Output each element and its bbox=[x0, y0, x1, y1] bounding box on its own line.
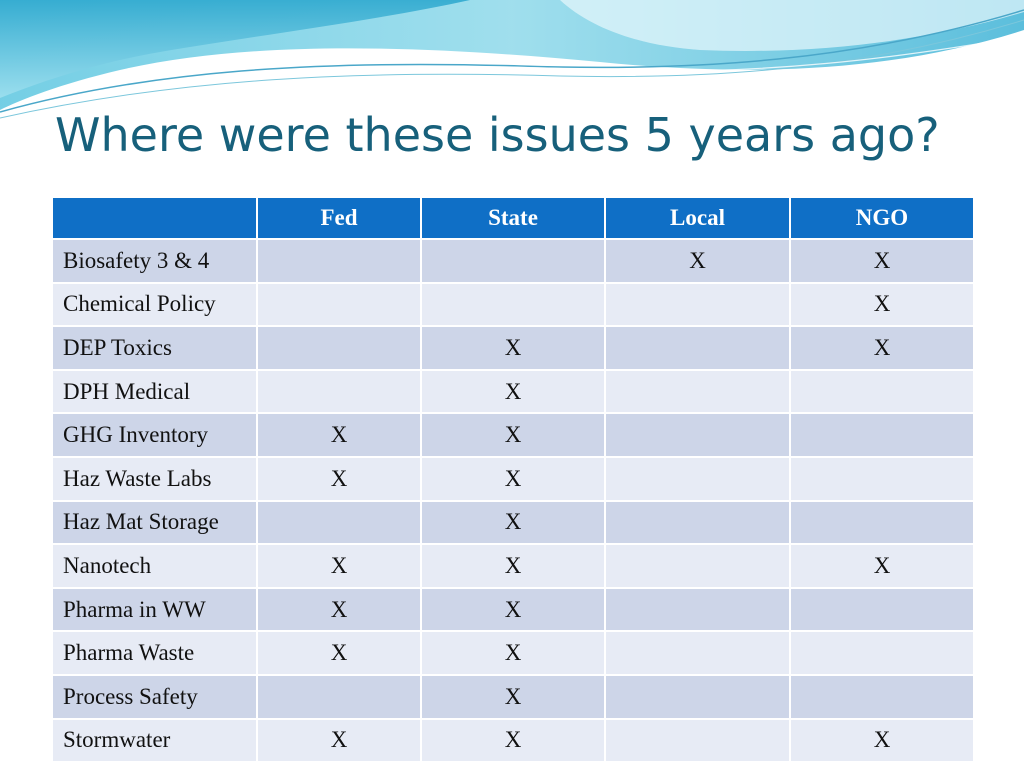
row-label: DEP Toxics bbox=[52, 326, 257, 370]
row-label: DPH Medical bbox=[52, 370, 257, 414]
cell-fed: X bbox=[257, 413, 421, 457]
table-row bbox=[52, 283, 974, 327]
cell-fed: X bbox=[257, 544, 421, 588]
row-label: Haz Mat Storage bbox=[52, 501, 257, 545]
cell-ngo: X bbox=[790, 239, 974, 283]
cell-state: X bbox=[421, 588, 605, 632]
row-label: Chemical Policy bbox=[52, 283, 257, 327]
cell-ngo bbox=[790, 501, 974, 545]
row-label: Stormwater bbox=[52, 719, 257, 763]
table-row bbox=[52, 501, 974, 545]
row-label: GHG Inventory bbox=[52, 413, 257, 457]
table-row bbox=[52, 370, 974, 414]
cell-fed bbox=[257, 501, 421, 545]
cell-fed: X bbox=[257, 457, 421, 501]
cell-fed bbox=[257, 326, 421, 370]
cell-local bbox=[605, 283, 790, 327]
table-row bbox=[52, 544, 974, 588]
row-label: Haz Waste Labs bbox=[52, 457, 257, 501]
cell-ngo: X bbox=[790, 283, 974, 327]
cell-fed: X bbox=[257, 588, 421, 632]
header-ngo: NGO bbox=[790, 197, 974, 239]
cell-local bbox=[605, 457, 790, 501]
cell-state: X bbox=[421, 631, 605, 675]
cell-local bbox=[605, 370, 790, 414]
cell-fed bbox=[257, 239, 421, 283]
cell-ngo bbox=[790, 370, 974, 414]
cell-fed bbox=[257, 675, 421, 719]
table-row bbox=[52, 719, 974, 763]
cell-fed bbox=[257, 370, 421, 414]
header-fed: Fed bbox=[257, 197, 421, 239]
table-row bbox=[52, 631, 974, 675]
table-header-row bbox=[52, 197, 974, 239]
cell-state: X bbox=[421, 370, 605, 414]
row-label: Process Safety bbox=[52, 675, 257, 719]
table-row bbox=[52, 675, 974, 719]
cell-local bbox=[605, 588, 790, 632]
table-row bbox=[52, 326, 974, 370]
cell-state bbox=[421, 239, 605, 283]
row-label: Biosafety 3 & 4 bbox=[52, 239, 257, 283]
cell-ngo: X bbox=[790, 326, 974, 370]
cell-state: X bbox=[421, 719, 605, 763]
cell-state: X bbox=[421, 326, 605, 370]
row-label: Pharma in WW bbox=[52, 588, 257, 632]
cell-ngo: X bbox=[790, 544, 974, 588]
row-label: Nanotech bbox=[52, 544, 257, 588]
cell-state bbox=[421, 283, 605, 327]
header-blank bbox=[52, 197, 257, 239]
cell-ngo bbox=[790, 413, 974, 457]
cell-fed: X bbox=[257, 631, 421, 675]
cell-local bbox=[605, 501, 790, 545]
row-label: Pharma Waste bbox=[52, 631, 257, 675]
header-local: Local bbox=[605, 197, 790, 239]
cell-ngo bbox=[790, 675, 974, 719]
cell-state: X bbox=[421, 501, 605, 545]
cell-local bbox=[605, 413, 790, 457]
cell-state: X bbox=[421, 457, 605, 501]
table-row bbox=[52, 413, 974, 457]
cell-fed: X bbox=[257, 719, 421, 763]
header-state: State bbox=[421, 197, 605, 239]
issues-table bbox=[51, 196, 975, 763]
cell-ngo bbox=[790, 457, 974, 501]
table-row bbox=[52, 588, 974, 632]
cell-local bbox=[605, 326, 790, 370]
table-row bbox=[52, 457, 974, 501]
cell-ngo bbox=[790, 631, 974, 675]
cell-local bbox=[605, 675, 790, 719]
cell-ngo: X bbox=[790, 719, 974, 763]
cell-state: X bbox=[421, 544, 605, 588]
cell-state: X bbox=[421, 675, 605, 719]
cell-local bbox=[605, 544, 790, 588]
cell-local bbox=[605, 719, 790, 763]
cell-local: X bbox=[605, 239, 790, 283]
slide-title: Where were these issues 5 years ago? bbox=[55, 108, 940, 162]
cell-local bbox=[605, 631, 790, 675]
cell-ngo bbox=[790, 588, 974, 632]
cell-state: X bbox=[421, 413, 605, 457]
table-row bbox=[52, 239, 974, 283]
cell-fed bbox=[257, 283, 421, 327]
